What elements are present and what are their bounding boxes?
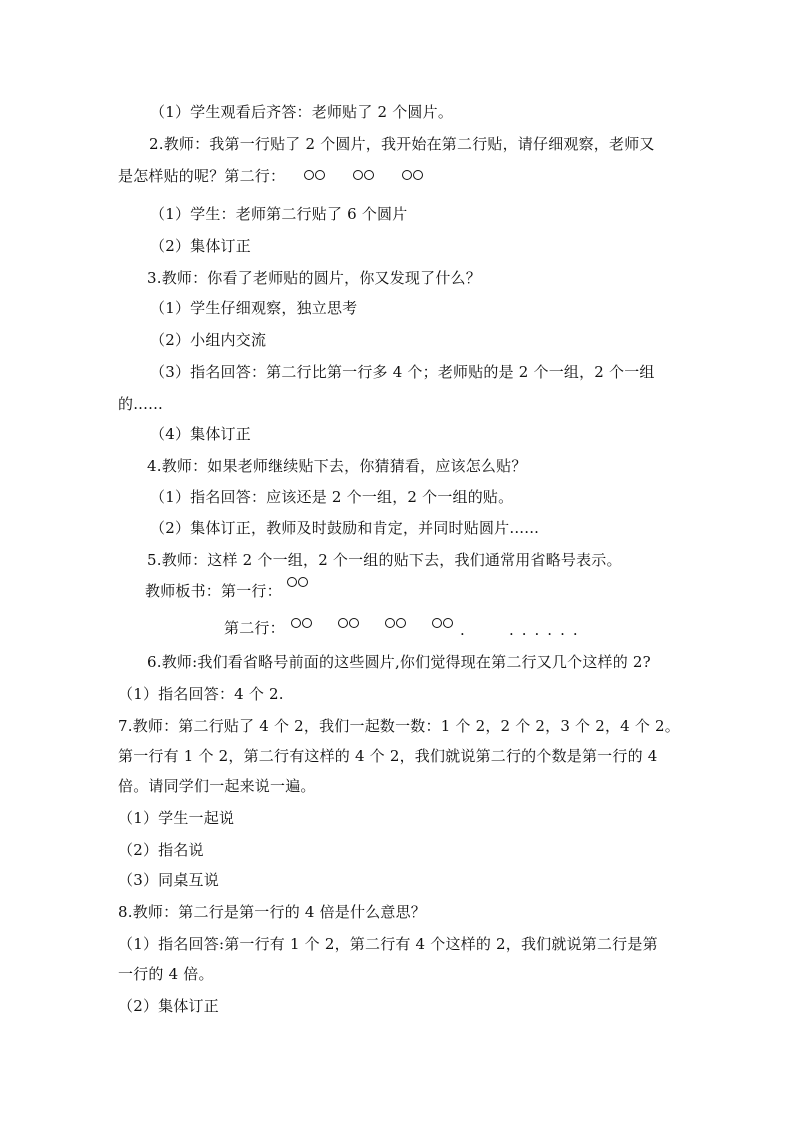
circle-icon bbox=[402, 170, 412, 180]
circle-icon bbox=[338, 618, 348, 628]
circle-icon bbox=[432, 618, 442, 628]
text-line: （1）学生仔细观察，独立思考 bbox=[150, 299, 358, 317]
text-line: （1）指名回答：应该还是 2 个一组，2 个一组的贴。 bbox=[150, 488, 514, 506]
dot: . bbox=[460, 621, 465, 639]
text-line: 倍。请同学们一起来说一遍。 bbox=[118, 777, 316, 795]
text-line: 7.教师：第二行贴了 4 个 2，我们一起数一数：1 个 2，2 个 2，3 个 2，4 个 2。 bbox=[118, 717, 680, 735]
circle-icon bbox=[385, 618, 395, 628]
circle-icon bbox=[349, 618, 359, 628]
text-line: 5.教师：这样 2 个一组，2 个一组的贴下去，我们通常用省略号表示。 bbox=[147, 551, 622, 569]
text-line: 6.教师:我们看省略号前面的这些圆片,你们觉得现在第二行又几个这样的 2? bbox=[147, 653, 651, 671]
text-segment: 第二行： bbox=[224, 619, 285, 637]
circle-icon bbox=[396, 618, 406, 628]
text-line: （3）指名回答：第二行比第一行多 4 个；老师贴的是 2 个一组，2 个一组 bbox=[150, 363, 655, 381]
text-line: （2）小组内交流 bbox=[150, 331, 267, 349]
circle-icon bbox=[287, 577, 297, 587]
circle-icon bbox=[413, 170, 423, 180]
circle-icon bbox=[291, 618, 301, 628]
text-line: 4.教师：如果老师继续贴下去，你猜猜看，应该怎么贴？ bbox=[147, 457, 527, 475]
circle-group bbox=[291, 612, 454, 632]
text-line: 第一行有 1 个 2，第二行有这样的 4 个 2，我们就说第二行的个数是第一行的 4 bbox=[118, 747, 658, 765]
text-line: （3）同桌互说 bbox=[118, 871, 219, 889]
text-line: （1）指名回答：4 个 2. bbox=[118, 685, 284, 703]
circle-pair bbox=[385, 612, 407, 632]
text-line: （2）集体订正 bbox=[150, 237, 251, 255]
text-line: （2）集体订正，教师及时鼓励和肯定，并同时贴圆片...... bbox=[150, 519, 540, 537]
circle-icon bbox=[443, 618, 453, 628]
ellipsis: ...... bbox=[509, 621, 586, 639]
text-line: （1）学生观看后齐答：老师贴了 2 个圆片。 bbox=[150, 103, 454, 121]
text-line: 一行的 4 倍。 bbox=[118, 965, 214, 983]
circle-icon bbox=[304, 170, 314, 180]
circle-pair bbox=[304, 164, 326, 184]
circle-icon bbox=[353, 170, 363, 180]
circle-pair bbox=[432, 612, 454, 632]
text-segment: 是怎样贴的呢？第二行： bbox=[118, 167, 286, 185]
circle-pair bbox=[287, 571, 309, 591]
circle-icon bbox=[364, 170, 374, 180]
text-line-with-circles bbox=[145, 581, 282, 601]
text-line: （1）指名回答:第一行有 1 个 2，第二行有 4 个这样的 2，我们就说第二行是第 bbox=[118, 935, 658, 953]
circle-pair bbox=[353, 164, 375, 184]
text-line: 8.教师：第二行是第一行的 4 倍是什么意思？ bbox=[118, 903, 426, 921]
text-line: 的...... bbox=[118, 395, 164, 413]
text-line-with-circles bbox=[224, 618, 586, 639]
circle-pair bbox=[338, 612, 360, 632]
text-line: （2）集体订正 bbox=[118, 997, 219, 1015]
circle-group bbox=[304, 164, 424, 184]
text-line: （4）集体订正 bbox=[150, 425, 251, 443]
text-line: （2）指名说 bbox=[118, 841, 204, 859]
text-segment: 教师板书：第一行： bbox=[145, 582, 282, 600]
circle-icon bbox=[315, 170, 325, 180]
circle-pair bbox=[291, 612, 313, 632]
circle-icon bbox=[298, 577, 308, 587]
text-line: （1）学生：老师第二行贴了 6 个圆片 bbox=[150, 205, 408, 223]
circle-icon bbox=[302, 618, 312, 628]
text-line: 2.教师：我第一行贴了 2 个圆片，我开始在第二行贴，请仔细观察，老师又 bbox=[149, 135, 655, 153]
text-line-with-circles bbox=[118, 166, 285, 186]
text-line: （1）学生一起说 bbox=[118, 809, 235, 827]
circle-pair bbox=[402, 164, 424, 184]
text-line: 3.教师：你看了老师贴的圆片，你又发现了什么？ bbox=[147, 269, 481, 287]
